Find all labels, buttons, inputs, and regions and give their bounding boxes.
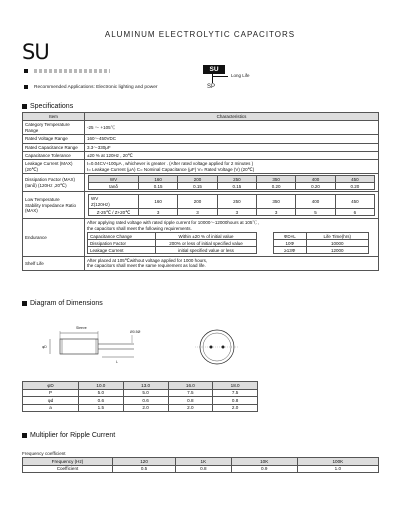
lt-voltage: 160: [139, 195, 178, 209]
table-row: [23, 174, 379, 192]
feature-text-placeholder: [34, 69, 110, 73]
df-label: Dissipation Factor (MAX): [25, 177, 76, 183]
lt-header: [89, 195, 139, 209]
table-row: [23, 397, 258, 405]
table-row: [89, 183, 375, 190]
criteria-value: 200% or less of initial specified value: [156, 240, 257, 247]
life-time-table: [273, 232, 369, 254]
leakage-formula: I=0.04CV+100μA , whichever is greater . (After rated voltage applied for 2 minutes ): [87, 161, 254, 167]
endurance-text: After applying rated voltage with rated ripple current for 10000～12000hours at 105℃ ,: [87, 220, 260, 226]
lt-value: 3: [139, 209, 178, 216]
table-row: [274, 240, 369, 247]
dims-value: 5.0: [79, 389, 124, 397]
life-header: Life Time(hrs): [306, 233, 368, 240]
leakage-legend: I= Leakage Current (μA) C= Nominal Capacitance (μF) V= Rated Voltage (V) (20℃): [87, 166, 255, 172]
row-label: Rated Capacitance Range: [23, 143, 85, 151]
table-row: [274, 233, 369, 240]
dims-value: 5.0: [123, 389, 168, 397]
lt-voltage: 450: [335, 195, 374, 209]
row-label: Capacitance Tolerance: [23, 152, 85, 160]
long-life-label: Long Life: [231, 73, 250, 78]
table-row: [274, 247, 369, 254]
endurance-criteria-table: [87, 232, 257, 254]
ripple-coef: 0.5: [113, 465, 176, 473]
ripple-coef: 0.9: [231, 465, 297, 473]
life-size: 10Φ: [274, 240, 307, 247]
table-row: [23, 160, 379, 174]
dims-label: a: [23, 404, 79, 412]
table-row: [23, 113, 379, 121]
df-label: (tanδ) (120Hz ,20℃): [25, 182, 67, 188]
section-specifications: [22, 103, 73, 110]
df-voltage: 160: [139, 176, 178, 183]
page-title: ALUMINUM ELECTROLYTIC CAPACITORS: [104, 30, 296, 39]
dims-label: φd: [23, 397, 79, 405]
lt-table: [88, 194, 375, 216]
lt-label: Stability Impedance Ratio: [25, 202, 77, 208]
bullet-icon: [24, 69, 28, 73]
df-header: tanδ: [89, 183, 139, 190]
row-label: Category Temperature Range: [23, 121, 85, 135]
row-value: 3.3～330μF: [85, 143, 379, 151]
series-name: SU: [22, 40, 49, 64]
lt-label: (MAX): [25, 207, 38, 213]
table-header: Item: [23, 113, 85, 121]
section-title: Diagram of Dimensions: [30, 300, 103, 307]
section-ripple: [22, 432, 115, 439]
table-row: [89, 176, 375, 183]
lt-voltage: 400: [296, 195, 335, 209]
lt-voltage: 350: [256, 195, 295, 209]
derived-series: SP: [207, 84, 216, 90]
dims-value: 0.8: [213, 397, 258, 405]
table-row: [23, 143, 379, 151]
criteria-item: Leakage Current: [88, 247, 156, 254]
dims-value: 1.5: [79, 404, 124, 412]
row-value: 160～450VDC: [85, 135, 379, 143]
life-header: ΦD×L: [274, 233, 307, 240]
dims-label: φD: [23, 382, 79, 390]
dimension-mark: L: [116, 360, 118, 364]
life-hours: 10000: [306, 240, 368, 247]
ripple-coef: 0.8: [176, 465, 232, 473]
dims-value: 0.6: [79, 397, 124, 405]
dims-size: 10.0: [79, 382, 124, 390]
df-value: 0.15: [217, 183, 256, 190]
section-title: Specifications: [30, 103, 74, 110]
df-voltage: 450: [335, 176, 374, 183]
lt-value: 6: [335, 209, 374, 216]
df-value: 0.15: [139, 183, 178, 190]
table-row: [23, 192, 379, 219]
section-dimensions: [22, 300, 103, 307]
square-bullet-icon: [22, 104, 27, 109]
criteria-value: initial specified value or less: [156, 247, 257, 254]
ripple-freq: 100K: [297, 458, 378, 466]
df-header: WV: [89, 176, 139, 183]
capacitor-body: [60, 339, 98, 354]
specifications-table: [22, 112, 379, 271]
row-label: Shelf Life: [23, 257, 85, 271]
table-row: [88, 240, 257, 247]
life-hours: 12000: [306, 247, 368, 254]
lt-value: 5: [296, 209, 335, 216]
df-voltage: 200: [178, 176, 217, 183]
df-value: 0.20: [296, 183, 335, 190]
row-label: Leakage Current (MAX) (20℃): [23, 160, 85, 174]
dims-label: P: [23, 389, 79, 397]
table-row: [89, 195, 375, 209]
capacitor-dimension-drawing: [32, 323, 382, 368]
table-row: [23, 121, 379, 135]
square-bullet-icon: [22, 301, 27, 306]
vent-label: Ø0.5Ø: [130, 330, 141, 334]
table-row: [23, 152, 379, 160]
row-value: ±20 % at 120Hz , 20℃: [85, 152, 379, 160]
section-title: Multiplier for Ripple Current: [30, 432, 116, 439]
table-row: [23, 465, 379, 473]
lt-value: 3: [178, 209, 217, 216]
df-voltage: 250: [217, 176, 256, 183]
table-row: [23, 389, 258, 397]
lt-label: Low Temperature: [25, 197, 60, 203]
dims-value: 7.5: [213, 389, 258, 397]
ripple-header: Frequency (Hz): [23, 458, 113, 466]
df-voltage: 350: [256, 176, 295, 183]
table-row: [23, 382, 258, 390]
table-row: [23, 219, 379, 257]
dimension-mark: φD: [42, 345, 47, 349]
dims-value: 2.0: [123, 404, 168, 412]
table-header: Characteristics: [85, 113, 379, 121]
ripple-freq: 120: [113, 458, 176, 466]
row-value: [85, 160, 379, 174]
lt-voltage: 200: [178, 195, 217, 209]
dims-value: 2.0: [168, 404, 213, 412]
frequency-coefficient-caption: Frequency coefficient: [22, 451, 66, 456]
bullet-icon: [24, 85, 28, 89]
ripple-coef: 1.0: [297, 465, 378, 473]
series-box: SU: [203, 65, 225, 74]
dims-size: 13.0: [123, 382, 168, 390]
df-value: 0.20: [335, 183, 374, 190]
square-bullet-icon: [22, 433, 27, 438]
lt-value: 3: [217, 209, 256, 216]
lt-voltage: 250: [217, 195, 256, 209]
dims-value: 0.8: [168, 397, 213, 405]
ripple-header: Coefficient: [23, 465, 113, 473]
lt-freq: Z(120Hz): [91, 201, 110, 207]
sleeve-label: Sleeve: [76, 326, 87, 330]
table-row: [23, 135, 379, 143]
criteria-item: Dissipation Factor: [88, 240, 156, 247]
ripple-table: [22, 457, 379, 473]
df-value: 0.20: [256, 183, 295, 190]
table-row: [88, 247, 257, 254]
dims-value: 7.5: [168, 389, 213, 397]
endurance-text: the capacitors shall meet the following requirements.: [87, 225, 192, 231]
arrow-line: [212, 76, 228, 77]
row-label: [23, 192, 85, 219]
table-row: [23, 404, 258, 412]
df-value: 0.15: [178, 183, 217, 190]
row-label: Endurance: [23, 219, 85, 257]
dims-size: 18.0: [213, 382, 258, 390]
endurance-tables: [87, 232, 376, 254]
table-row: [88, 233, 257, 240]
row-value: [85, 192, 379, 219]
criteria-item: Capacitance Change: [88, 233, 156, 240]
dims-value: 0.6: [123, 397, 168, 405]
table-row: [89, 209, 375, 216]
table-row: [23, 257, 379, 271]
dims-size: 16.0: [168, 382, 213, 390]
ripple-freq: 10K: [231, 458, 297, 466]
shelf-text: After placed at 105℃without voltage applied for 1000 hours,: [87, 258, 208, 264]
row-value: -25 ～ +105℃: [85, 121, 379, 135]
dimensions-table: [22, 381, 258, 412]
row-label: [23, 174, 85, 192]
row-label: Rated Voltage Range: [23, 135, 85, 143]
df-voltage: 400: [296, 176, 335, 183]
row-value: [85, 257, 379, 271]
row-value: [85, 174, 379, 192]
lt-wv: WV: [91, 195, 99, 201]
row-value: [85, 219, 379, 257]
df-table: [88, 175, 375, 190]
shelf-text: the capacitors shall meet the same requirement as load life.: [87, 263, 206, 269]
recommended-applications: Recommended Applications: Electronic lighting and power: [34, 85, 158, 90]
lt-value: 3: [256, 209, 295, 216]
lt-header: Z-25℃ / Z+20℃: [89, 209, 139, 216]
life-size: ≥13Φ: [274, 247, 307, 254]
table-row: [23, 458, 379, 466]
ripple-freq: 1K: [176, 458, 232, 466]
dims-value: 2.0: [213, 404, 258, 412]
criteria-value: Within ±20 % of initial value: [156, 233, 257, 240]
